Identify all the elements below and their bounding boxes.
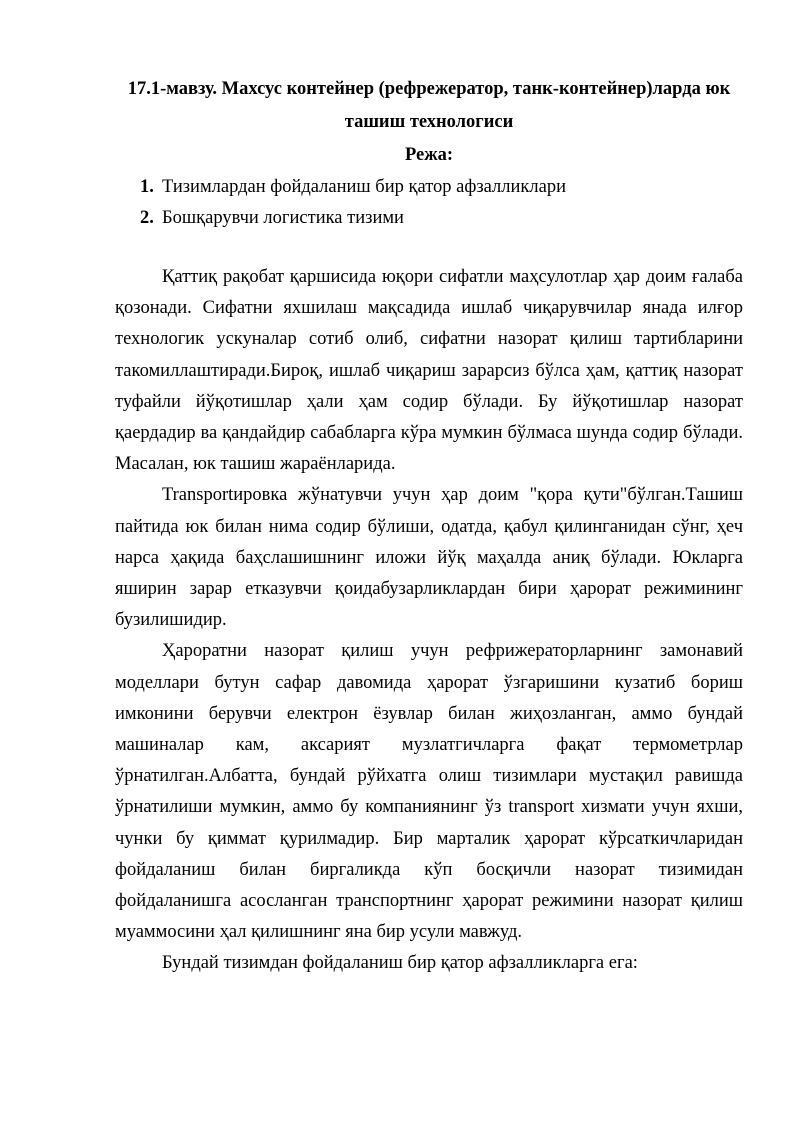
plan-item-number: 1. — [140, 177, 154, 197]
plan-item-text: Тизимлардан фойдаланиш бир қатор афзалликлари — [162, 177, 566, 197]
body-paragraph: Қаттиқ рақобат қаршисида юқори сифатли маҳсулотлар ҳар доим ғалаба қозонади. Сифатни яхшилаш мақсадида ишлаб чиқарувчилар янада илғор технологик ускуналар сотиб олиб, сифатни назорат қилиш тартибларини такомиллаштиради.Бироқ, ишлаб чиқариш зарарсиз бўлса ҳам, қаттиқ назорат туфайли йўқотишлар ҳали ҳам содир бўлади. Бу йўқотишлар назорат қаердадир ва қандайдир сабабларга кўра мумкин бўлмаса шунда содир бўлади. Масалан, юк ташиш жараёнларида. — [115, 267, 743, 475]
body-paragraph: Ҳароратни назорат қилиш учун рефрижераторларнинг замонавий моделлари бутун сафар давомида ҳарорат ўзгаришини кузатиб бориш имконини берувчи електрон ёзувлар билан жиҳозланган, аммо бундай машиналар кам, аксарият музлатгичларга фақат термометрлар ўрнатилган.Албатта, бундай рўйхатга олиш тизимлари мустақил равишда ўрнатилиши мумкин, аммо бу компаниянинг ўз transport хизмати учун яхши, чунки бу қиммат қурилмадир. Бир марталик ҳарорат кўрсаткичларидан фойдаланиш билан биргаликда кўп босқичли назорат тизимидан фойдаланишга асосланган транспортнинг ҳарорат режимини назорат қилиш муаммосини ҳал қилишнинг яна бир усули мавжуд. — [115, 641, 743, 943]
plan-item — [140, 172, 743, 203]
plan-item-number: 2. — [140, 208, 154, 228]
document-title: 17.1-мавзу. Махсус контейнер (рефрежератор, танк-контейнер)ларда юк ташиш технологиси — [127, 79, 731, 132]
plan-item — [140, 203, 743, 234]
document-body — [115, 262, 743, 980]
plan-heading: Режа: — [404, 145, 454, 165]
body-paragraph: Transportировка жўнатувчи учун ҳар доим "қора қути"бўлган.Ташиш пайтида юк билан нима содир бўлиши, одатда, қабул қилинганидан сўнг, ҳеч нарса ҳақида баҳслашишнинг иложи йўқ маҳалда аниқ бўлади. Юкларга яширин зарар етказувчи қоидабузарликлардан бири ҳарорат режимининг бузилишидир. — [115, 485, 743, 631]
plan-item-text: Бошқарувчи логистика тизими — [162, 208, 404, 228]
body-paragraph: Бундай тизимдан фойдаланиш бир қатор афзалликларга ега: — [162, 953, 638, 974]
plan-list — [115, 172, 743, 234]
